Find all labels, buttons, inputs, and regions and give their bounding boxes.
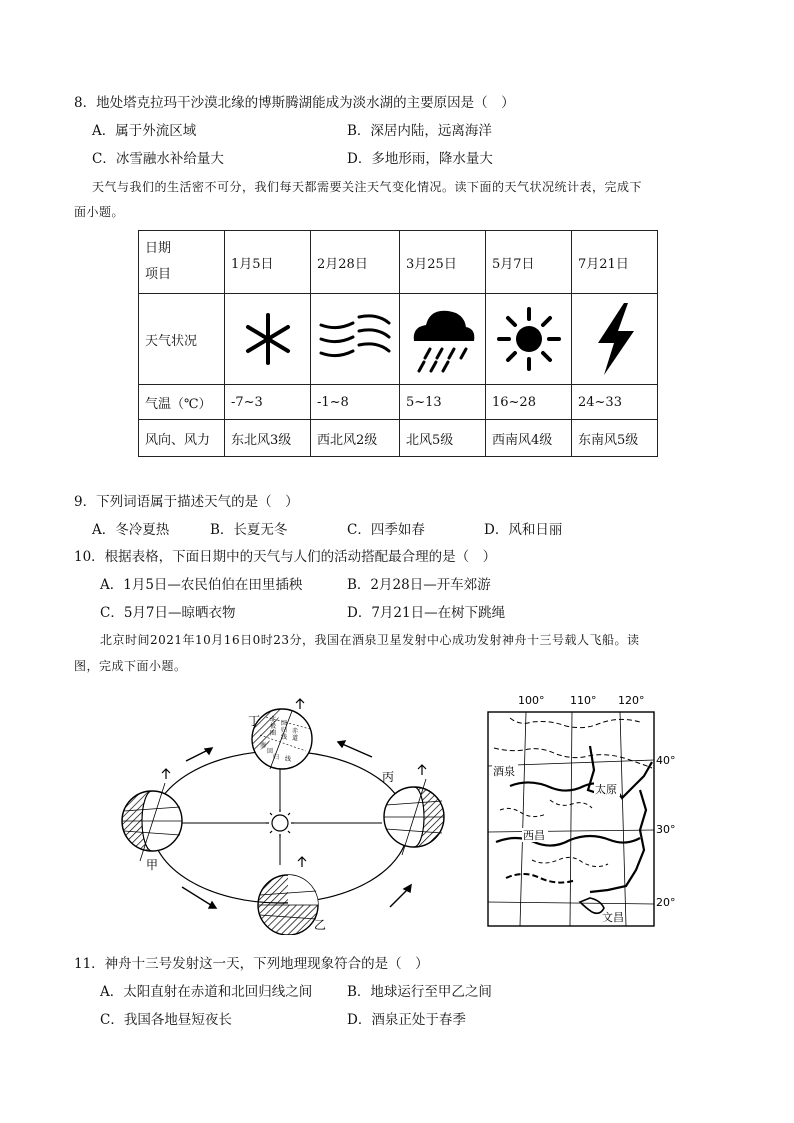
china-map: [480, 690, 680, 930]
ding-text: 线: [281, 734, 288, 741]
table-header-row: [139, 231, 658, 294]
lightning-icon: [590, 301, 640, 377]
rain-icon: [408, 303, 478, 375]
date-cell: 2月28日: [311, 231, 400, 294]
intro-launch-line2: 图，完成下面小题。: [74, 659, 187, 673]
q10-stem: 10．根据表格，下面日期中的天气与人们的活动搭配最合理的是（ ）: [74, 549, 497, 565]
label-bing: 丙: [382, 770, 395, 784]
q10-option-a: A．1月5日—农民伯伯在田里插秧: [100, 577, 303, 593]
lat-label-40: 40°: [656, 754, 676, 767]
ding-text: 圈: [270, 730, 277, 737]
table-corner-cell: [139, 231, 225, 294]
label-jia: 甲: [146, 858, 159, 872]
place-wenchang: 文昌: [602, 911, 624, 924]
weather-icon-cell: [572, 294, 658, 385]
ding-text: 归: [273, 754, 280, 761]
temp-cell: 5~13: [400, 385, 486, 420]
lat-label-30: 30°: [656, 823, 676, 836]
date-cell: 5月7日: [486, 231, 572, 294]
intro-launch-line1: 北京时间2021年10月16日0时23分，我国在酒泉卫星发射中心成功发射神舟十三号载人飞船。读: [100, 633, 640, 647]
wind-icon: [317, 309, 393, 369]
q11-option-b: B．地球运行至甲乙之间: [347, 984, 492, 1000]
intro-weather-line2: 面小题。: [74, 205, 125, 219]
date-cell: 3月25日: [400, 231, 486, 294]
wind-cell: 西南风4级: [486, 420, 572, 457]
date-cell: 7月21日: [572, 231, 658, 294]
lon-label-120: 120°: [618, 694, 645, 707]
table-temp-row: [139, 385, 658, 420]
place-xichang: 西昌: [523, 829, 545, 842]
label-ding: 丁: [248, 714, 261, 728]
temp-cell: 16~28: [486, 385, 572, 420]
ding-text: 道: [292, 735, 299, 742]
temp-cell: -7~3: [225, 385, 311, 420]
q8-option-d: D．多地形雨，降水量大: [347, 151, 493, 167]
snow-icon: [238, 309, 298, 369]
wind-cell: 东南风5级: [572, 420, 658, 457]
earth-jia: [122, 769, 182, 861]
earth-orbit-diagram: [110, 695, 450, 935]
lon-label-110: 110°: [570, 694, 597, 707]
table-wind-row: [139, 420, 658, 457]
q9-option-b: B．长夏无冬: [210, 522, 288, 538]
wind-cell: 东北风3级: [225, 420, 311, 457]
sun-symbol: [266, 809, 294, 837]
earth-yi: [258, 857, 318, 935]
sun-icon: [496, 306, 562, 372]
corner-date-label: 日期: [145, 241, 172, 256]
ding-text: 线: [285, 756, 292, 763]
date-cell: 1月5日: [225, 231, 311, 294]
q8-option-a: A．属于外流区域: [92, 123, 197, 139]
q10-option-d: D．7月21日—在树下跳绳: [347, 605, 506, 621]
q11-option-d: D．酒泉正处于春季: [347, 1012, 466, 1028]
weather-table: [138, 230, 658, 457]
place-jiuquan: 酒泉: [493, 765, 515, 778]
q8-option-c: C．冰雪融水补给量大: [92, 151, 224, 167]
place-taiyuan: 太原: [595, 783, 617, 796]
wind-row-label: 风向、风力: [139, 420, 225, 457]
temp-cell: 24~33: [572, 385, 658, 420]
ding-text: 回: [281, 720, 288, 727]
q10-option-c: C．5月7日—晾晒衣物: [100, 605, 236, 621]
q9-option-d: D．风和日丽: [484, 522, 563, 538]
q11-stem: 11．神舟十三号发射这一天，下列地理现象符合的是（ ）: [74, 956, 429, 972]
weather-icon-cell: [486, 294, 572, 385]
ding-text: 归: [281, 727, 288, 734]
weather-row-label: 天气状况: [139, 294, 225, 385]
temp-row-label: 气温（℃）: [139, 385, 225, 420]
weather-icon-cell: [225, 294, 311, 385]
wind-cell: 西北风2级: [311, 420, 400, 457]
q8-option-b: B．深居内陆，远离海洋: [347, 123, 492, 139]
ding-text: 北: [270, 716, 277, 723]
ding-text: 极: [270, 723, 277, 730]
table-weather-row: [139, 294, 658, 385]
q9-option-c: C．四季如春: [347, 522, 425, 538]
q10-option-b: B．2月28日—开车郊游: [347, 577, 491, 593]
q11-option-a: A．太阳直射在赤道和北回归线之间: [100, 984, 313, 1000]
ding-text: 赤: [292, 728, 299, 735]
weather-icon-cell: [400, 294, 486, 385]
weather-icon-cell: [311, 294, 400, 385]
q8-stem: 8．地处塔克拉玛干沙漠北缘的博斯腾湖能成为淡水湖的主要原因是（ ）: [74, 95, 515, 111]
label-yi: 乙: [314, 918, 327, 932]
corner-item-label: 项目: [145, 267, 172, 282]
intro-weather-line1: 天气与我们的生活密不可分，我们每天都需要关注天气变化情况。读下面的天气状况统计表，完成下: [92, 180, 643, 194]
wind-cell: 北风5级: [400, 420, 486, 457]
ding-text: 回: [267, 748, 274, 755]
q9-option-a: A．冬冷夏热: [92, 522, 170, 538]
q11-option-c: C．我国各地昼短夜长: [100, 1012, 232, 1028]
temp-cell: -1~8: [311, 385, 400, 420]
ding-text: 南: [260, 742, 267, 749]
lon-label-100: 100°: [518, 694, 545, 707]
lat-label-20: 20°: [656, 896, 676, 909]
q9-stem: 9．下列词语属于描述天气的是（ ）: [74, 494, 299, 510]
